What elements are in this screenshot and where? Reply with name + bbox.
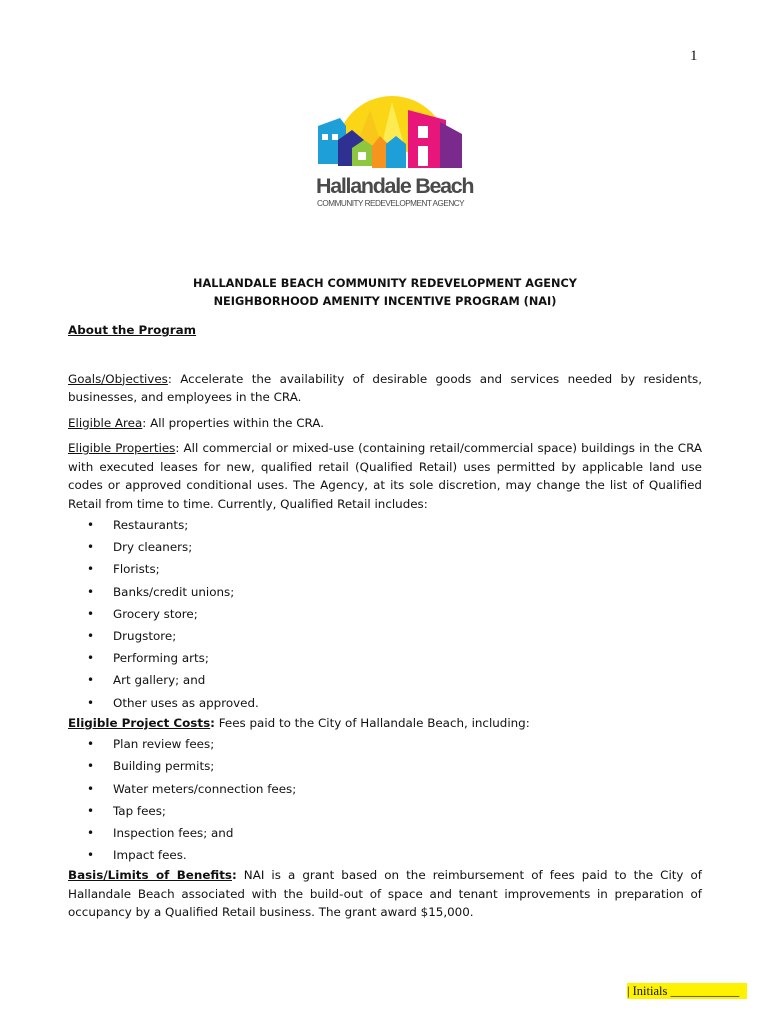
list-item: • Inspection fees; and bbox=[68, 822, 702, 844]
heading-line-2: NEIGHBORHOOD AMENITY INCENTIVE PROGRAM (NAI) bbox=[213, 295, 557, 308]
logo-subtitle: COMMUNITY REDEVELOPMENT AGENCY bbox=[317, 199, 465, 208]
eligible-area-label: Eligible Area bbox=[68, 415, 143, 430]
goals-label: Goals/Objectives bbox=[68, 371, 168, 386]
qualified-retail-list bbox=[68, 514, 702, 714]
list-item: • Building permits; bbox=[68, 755, 702, 777]
list-item: • Dry cleaners; bbox=[68, 536, 702, 558]
hallandale-beach-cra-logo bbox=[314, 96, 474, 218]
initials-field[interactable]: | Initials ___________ bbox=[627, 983, 747, 999]
document-heading bbox=[0, 275, 770, 311]
list-item: • Drugstore; bbox=[68, 625, 702, 647]
eligible-properties-label: Eligible Properties bbox=[68, 441, 176, 455]
basis-text: NAI is a grant based on the reimbursement of fees paid to the City of Hallandale Beach associated with the build-out of space and tenant improvements in preparation of occupancy by a Qualified Retail business. The grant award $15,000. bbox=[68, 868, 702, 920]
list-item: • Banks/credit unions; bbox=[68, 581, 702, 603]
eligible-area-paragraph bbox=[68, 414, 702, 433]
list-item: • Tap fees; bbox=[68, 800, 702, 822]
goals-paragraph bbox=[68, 370, 702, 407]
eligible-properties-text: : All commercial or mixed-use (containing retail/commercial space) buildings in the CRA with executed leases for new, qualified retail (Qualified Retail) uses permitted by applicable land use codes or approved conditional uses. The Agency, at its sole discretion, may change the list of Qualified Retail from time to time. Currently, Qualified Retail includes: bbox=[68, 441, 703, 511]
goals-text: : Accelerate the availability of desirable goods and services needed by residents, businesses, and employees in the CRA. bbox=[68, 371, 702, 404]
basis-colon: : bbox=[231, 868, 237, 883]
list-item: • Plan review fees; bbox=[68, 733, 702, 755]
logo-graphic bbox=[314, 96, 464, 176]
eligible-costs-text: Fees paid to the City of Hallandale Beach, including: bbox=[214, 715, 530, 730]
eligible-costs-list bbox=[68, 733, 702, 866]
list-item: • Restaurants; bbox=[68, 514, 702, 536]
eligible-costs-paragraph bbox=[68, 714, 702, 733]
list-item: • Grocery store; bbox=[68, 603, 702, 625]
eligible-costs-colon: : bbox=[210, 715, 215, 730]
heading-line-1: HALLANDALE BEACH COMMUNITY REDEVELOPMENT AGENCY bbox=[193, 277, 577, 290]
eligible-costs-label: Eligible Project Costs bbox=[68, 715, 211, 730]
list-item: • Other uses as approved. bbox=[68, 692, 702, 714]
eligible-properties-paragraph bbox=[68, 439, 702, 513]
document-body bbox=[68, 321, 702, 922]
list-item: • Impact fees. bbox=[68, 844, 702, 866]
page-number: 1 bbox=[690, 48, 698, 64]
list-item: • Art gallery; and bbox=[68, 669, 702, 691]
list-item: • Water meters/connection fees; bbox=[68, 778, 702, 800]
logo-title: Hallandale Beach bbox=[316, 174, 474, 198]
list-item: • Performing arts; bbox=[68, 647, 702, 669]
list-item: • Florists; bbox=[68, 558, 702, 580]
about-title: About the Program bbox=[68, 323, 197, 337]
basis-paragraph bbox=[68, 866, 702, 922]
eligible-area-text: : All properties within the CRA. bbox=[142, 415, 324, 430]
basis-label: Basis/Limits of Benefits bbox=[68, 868, 232, 883]
